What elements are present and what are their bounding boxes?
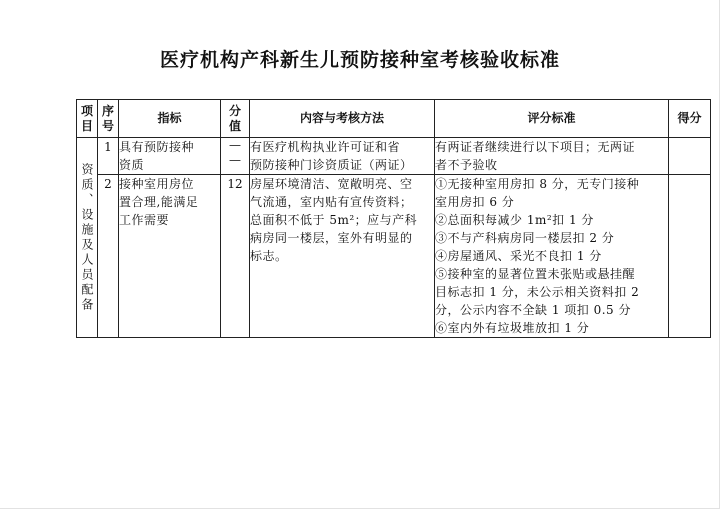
table-row [77,138,711,175]
criteria-cell: ①无接种室用房扣 8 分，无专门接种 室用房扣 6 分 ②总面积每减少 1m²扣 1 分 ③不与产科病房同一楼层扣 2 分 ④房屋通风、采光不良扣 1 分 ⑤接种室的显著位置未张贴或悬挂醒 目标志扣 1 分，未公示相关资料扣 2 分，公示内容不全缺 1 项扣 0.5 分 ⑥室内外有垃圾堆放扣 1 分 [435,175,669,338]
header-seq: 序 号 [98,100,119,138]
indicator-cell: 接种室用房位 置合理,能满足 工作需要 [119,175,221,338]
category-cell [77,138,98,338]
points-cell [669,175,711,338]
method-cell: 房屋环境清洁、宽敞明亮、空 气流通，室内贴有宣传资料； 总面积不低于 5m²；应与产科 病房同一楼层，室外有明显的 标志。 [250,175,435,338]
header-indicator: 指标 [119,100,221,138]
seq-cell: 2 [98,175,119,338]
table-header-row [77,100,711,138]
header-points: 得分 [669,100,711,138]
indicator-cell: 具有预防接种 资质 [119,138,221,175]
header-criteria: 评分标准 [435,100,669,138]
document-title: 医疗机构产科新生儿预防接种室考核验收标准 [159,49,560,71]
header-method: 内容与考核方法 [250,100,435,138]
assessment-table [76,99,711,338]
score-cell: 12 [221,175,250,338]
score-cell: — — [221,138,250,175]
seq-cell: 1 [98,138,119,175]
category-label: 资质、设施及人员配备 [80,162,94,313]
criteria-cell: 有两证者继续进行以下项目；无两证 者不予验收 [435,138,669,175]
table-row [77,175,711,338]
header-score: 分 值 [221,100,250,138]
points-cell [669,138,711,175]
method-cell: 有医疗机构执业许可证和省 预防接种门诊资质证（两证） [250,138,435,175]
header-category: 项 目 [77,100,98,138]
